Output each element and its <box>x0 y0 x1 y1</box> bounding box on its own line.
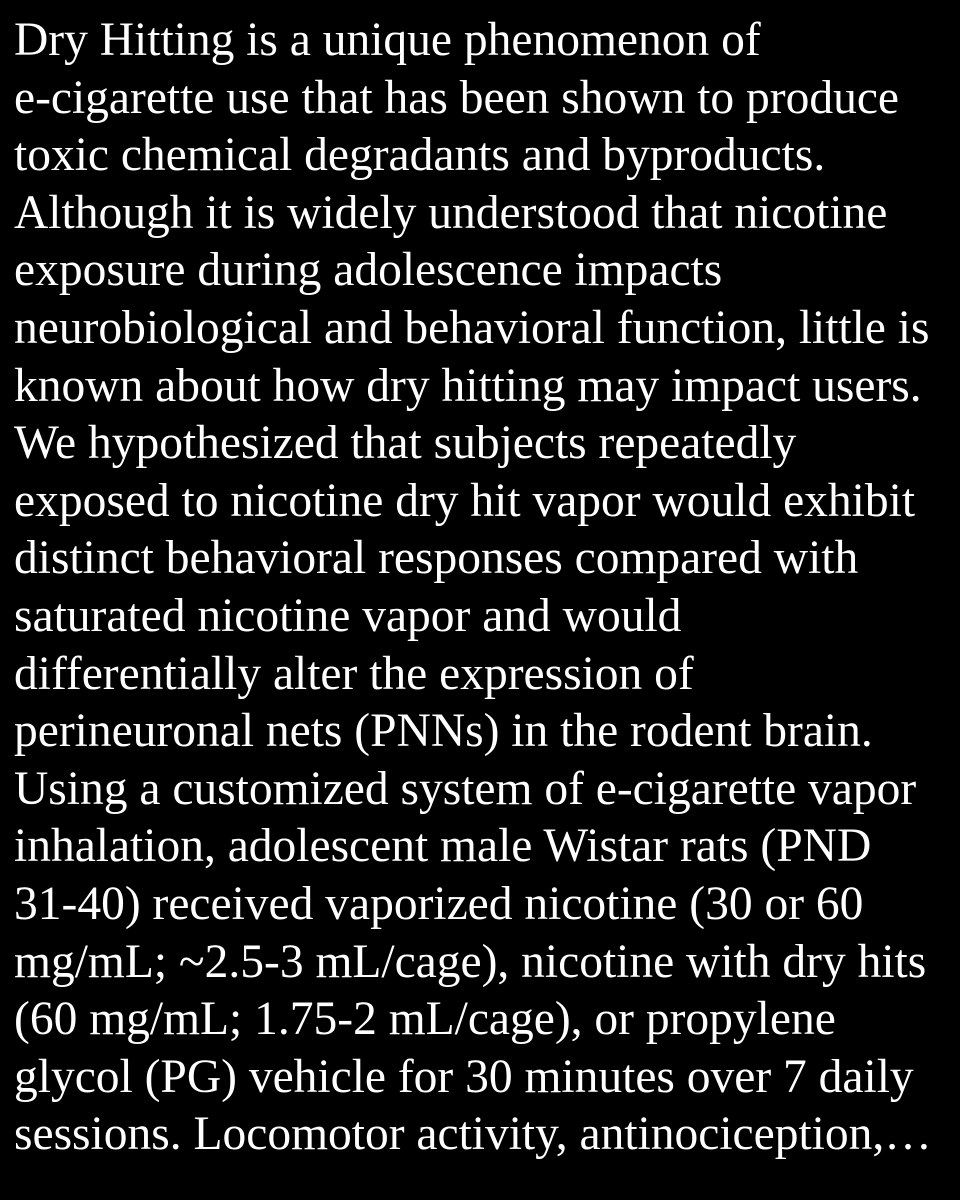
abstract-line-12: differentially alter the expression of <box>14 647 694 700</box>
abstract-line-1: Dry Hitting is a unique phenomenon of <box>14 14 761 66</box>
abstract-line-16: 31-40) received vaporized nicotine (30 or 60 <box>14 877 864 930</box>
abstract-line-17: mg/mL; ~2.5-3 mL/cage), nicotine with dry hits <box>14 935 927 988</box>
abstract-line-6: neurobiological and behavioral function, little is <box>14 301 930 354</box>
abstract-line-11: saturated nicotine vapor and would <box>14 589 682 642</box>
abstract-text <box>14 12 954 1164</box>
abstract-line-18: (60 mg/mL; 1.75-2 mL/cage), or propylene <box>14 993 836 1046</box>
abstract-line-9: exposed to nicotine dry hit vapor would exhibit <box>14 474 916 527</box>
abstract-line-10: distinct behavioral responses compared with <box>14 532 859 585</box>
abstract-line-20: sessions. Locomotor activity, antinociception,… <box>14 1108 932 1161</box>
abstract-line-2: e-cigarette use that has been shown to produce <box>14 71 900 124</box>
abstract-line-7: known about how dry hitting may impact users. <box>14 359 922 412</box>
abstract-line-13: perineuronal nets (PNNs) in the rodent brain. <box>14 705 873 758</box>
abstract-line-19: glycol (PG) vehicle for 30 minutes over 7 daily <box>14 1050 914 1103</box>
abstract-line-4: Although it is widely understood that nicotine <box>14 186 888 239</box>
abstract-line-5: exposure during adolescence impacts <box>14 244 723 297</box>
abstract-line-3: toxic chemical degradants and byproducts. <box>14 129 826 182</box>
abstract-line-8: We hypothesized that subjects repeatedly <box>14 417 797 470</box>
abstract-line-15: inhalation, adolescent male Wistar rats (PND <box>14 820 872 873</box>
abstract-line-14: Using a customized system of e-cigarette vapor <box>14 762 917 815</box>
